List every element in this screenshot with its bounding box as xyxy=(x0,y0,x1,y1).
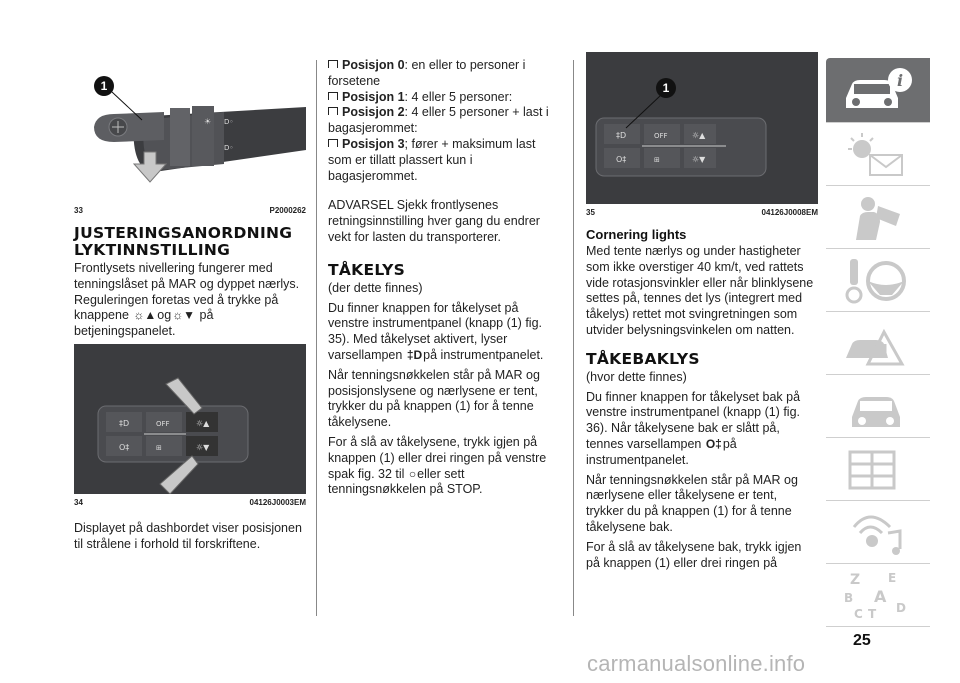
index-icon xyxy=(840,570,916,622)
fog-lights-subtitle: (der dette finnes) xyxy=(328,280,423,295)
figure-34-caption xyxy=(74,498,306,507)
maintenance-car-icon xyxy=(840,381,916,433)
fog-light-warning-icon: ‡D xyxy=(406,347,423,362)
watermark: carmanualsonline.info xyxy=(587,651,806,676)
section-heading-headlight-leveling: JUSTERINGSANORDNING LYKTINNSTILLING xyxy=(74,224,293,259)
figure-35-number: 35 xyxy=(586,208,595,217)
tab-emergency[interactable] xyxy=(826,311,930,374)
index-letter: B xyxy=(844,591,854,605)
position-2-item: Posisjon 2: 4 eller 5 personer + last i bagasjerommet: xyxy=(328,105,549,136)
paragraph-display: Displayet på dashbordet viser posisjonen til strålene i forhold til forskriftene. xyxy=(74,520,302,551)
car-info-icon xyxy=(840,64,916,116)
safety-airbag-icon xyxy=(840,192,916,244)
svg-text:⊞: ⊞ xyxy=(654,156,660,164)
column-3 xyxy=(586,52,818,575)
tab-warning-lights[interactable] xyxy=(826,122,930,185)
tab-maintenance[interactable] xyxy=(826,374,930,437)
svg-text:O‡: O‡ xyxy=(119,442,130,452)
column-1 xyxy=(74,52,306,557)
section-heading-fog-lights: TÅKELYS xyxy=(328,260,406,279)
bullet-icon xyxy=(328,92,338,100)
svg-text:D◦: D◦ xyxy=(224,118,234,126)
figure-33-caption xyxy=(74,206,306,215)
svg-text:☀: ☀ xyxy=(204,117,212,126)
warning-lights-icon xyxy=(840,129,916,181)
svg-text:‡D: ‡D xyxy=(119,418,130,428)
technical-data-icon xyxy=(840,444,916,496)
ring-off-icon: ○ xyxy=(408,466,417,481)
cornering-lights-paragraph: Med tente nærlys og under hastigheter som ikke overstiger 40 km/t, ved rattets vide rotasjonsvinkler eller når blinklysene settes på, tennes det lys (integrert med tåkelys) rettet mot svingretningen som utvider belysningsvinkelen om natten. xyxy=(586,244,814,337)
svg-text:D◦: D◦ xyxy=(224,144,234,152)
svg-text:i: i xyxy=(896,71,904,90)
rear-fog-warning-icon: O‡ xyxy=(705,436,722,451)
figure-35-code: 04126J0008EM xyxy=(761,208,818,217)
svg-text:‡D: ‡D xyxy=(616,131,627,140)
figure-35-callout: 1 xyxy=(662,81,670,95)
rear-fog-paragraph-1: Du finner knappen for tåkelyset bak på venstre instrumentpanel (knapp (1) fig. 36). Når tåkelysene bak er slått på, tennes varsellampen O‡på instrumentpanelet. xyxy=(586,389,801,467)
rear-fog-subtitle: (hvor dette finnes) xyxy=(586,369,687,384)
index-letter: T xyxy=(868,607,877,621)
tab-multimedia[interactable] xyxy=(826,500,930,563)
position-list xyxy=(328,58,558,184)
index-letter: Z xyxy=(850,572,861,588)
leveling-up-icon: ☼▲ xyxy=(133,308,157,323)
index-letter: E xyxy=(888,571,897,585)
figure-33-callout: 1 xyxy=(100,79,108,93)
figure-35-panel xyxy=(586,52,818,204)
index-letter: D xyxy=(896,601,906,615)
key-steering-icon xyxy=(840,255,916,307)
section-heading-rear-fog-lights: TÅKEBAKLYS xyxy=(586,349,700,368)
bullet-icon xyxy=(328,139,338,147)
tab-starting-driving[interactable] xyxy=(826,248,930,311)
figure-33-number: 33 xyxy=(74,206,83,215)
position-0-item: Posisjon 0: en eller to personer i forsetene xyxy=(328,58,526,88)
tab-technical-data[interactable] xyxy=(826,437,930,500)
index-letter: A xyxy=(874,587,887,606)
paragraph-headlight-leveling: Frontlysets nivellering fungerer med tenningslåset på MAR og dyppet nærlys. Reguleringen foretas ved å trykke på knappene ☼▲og☼▼ på betjeningspanelet. xyxy=(74,261,300,339)
svg-text:☼▼: ☼▼ xyxy=(692,155,706,164)
svg-text:OFF: OFF xyxy=(654,132,668,140)
rear-fog-paragraph-2: Når tenningsnøkkelen står på MAR og nærlysene eller tåkelysene er tent, trykker du på knappen (1) for å tenne tåkelysene bak. xyxy=(586,472,798,534)
figure-34-code: 04126J0003EM xyxy=(249,497,306,507)
figure-33-stalk xyxy=(74,52,306,202)
figure-34-number: 34 xyxy=(74,497,83,507)
cornering-lights-heading: Cornering lights xyxy=(586,227,687,242)
figure-35-caption xyxy=(586,208,818,217)
rear-fog-paragraph-3: For å slå av tåkelysene bak, trykk igjen på knappen (1) eller drei ringen på xyxy=(586,539,802,570)
svg-text:☼▲: ☼▲ xyxy=(692,131,706,140)
figure-33-code: P2000262 xyxy=(269,206,306,215)
svg-text:OFF: OFF xyxy=(156,419,170,428)
column-divider-right xyxy=(573,60,574,616)
bullet-icon xyxy=(328,107,338,115)
fog-lights-paragraph-2: Når tenningsnøkkelen står på MAR og posisjonslysene og nærlysene er tent, trykker du på knappen (1) for å tenne tåkelysene. xyxy=(328,367,540,430)
fog-lights-paragraph-1: Du finner knappen for tåkelyset på venstre instrumentpanel (knapp (1) fig. 35). Med tåkelyset aktivert, lyser varsellampen ‡Dpå instrumentpanelet. xyxy=(328,300,544,362)
fog-lights-paragraph-3: For å slå av tåkelysene, trykk igjen på knappen (1) eller drei ringen på venstre spak fig. 32 til ○eller sett tenningsnøkkelen på STOP. xyxy=(328,434,547,497)
multimedia-icon xyxy=(840,507,916,559)
page-number: 25 xyxy=(853,632,871,649)
bullet-icon xyxy=(328,60,338,68)
position-1-item: Posisjon 1: 4 eller 5 personer: xyxy=(328,90,558,106)
position-3-item: Posisjon 3; fører + maksimum last som er tillatt plassert kun i bagasjerommet. xyxy=(328,136,536,183)
tab-car-info[interactable] xyxy=(826,58,930,122)
emergency-icon xyxy=(840,318,916,370)
chapter-sidebar xyxy=(826,58,930,627)
warning-paragraph: ADVARSEL Sjekk frontlysenes retningsinnstilling hver gang du endrer vekt for lasten du transporterer. xyxy=(328,198,540,244)
svg-text:☼▼: ☼▼ xyxy=(196,442,210,452)
figure-34-panel xyxy=(74,344,306,494)
svg-text:☼▲: ☼▲ xyxy=(196,418,210,428)
tab-index[interactable] xyxy=(826,563,930,627)
svg-text:O‡: O‡ xyxy=(616,155,627,164)
svg-text:⊞: ⊞ xyxy=(156,443,162,452)
index-letter: C xyxy=(854,607,863,621)
column-divider-left xyxy=(316,60,317,616)
column-2 xyxy=(328,58,558,502)
leveling-down-icon: ☼▼ xyxy=(172,308,196,323)
tab-safety[interactable] xyxy=(826,185,930,248)
